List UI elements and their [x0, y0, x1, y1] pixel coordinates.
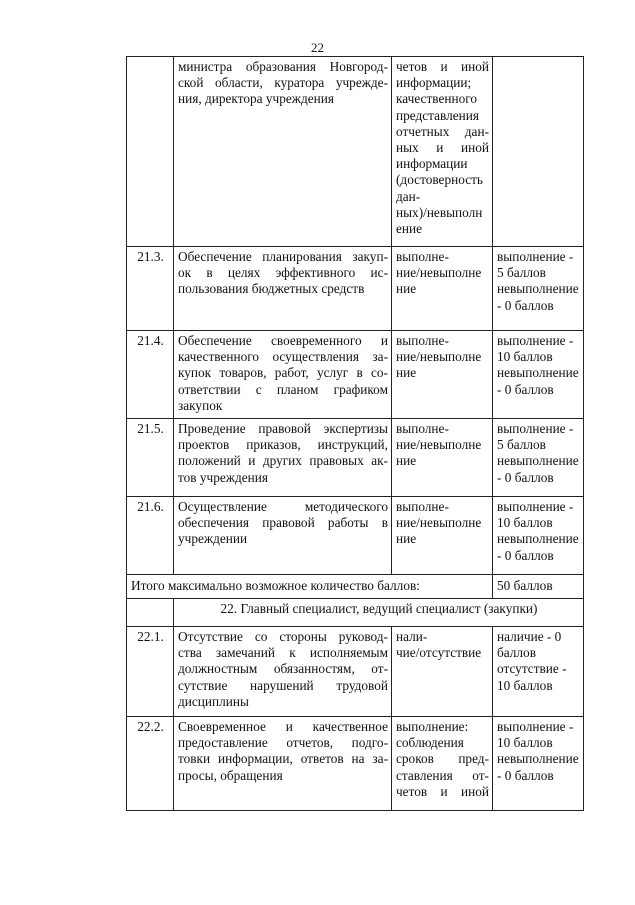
description-line: ответствии с планом графиком — [178, 381, 388, 397]
section-header-row — [127, 599, 584, 627]
points-line: 10 баллов — [497, 677, 553, 693]
points-line: выполнение - — [497, 249, 574, 264]
criterion-line: ных и иной — [396, 140, 489, 156]
row-points-cell — [493, 627, 584, 717]
criterion-line: ние — [396, 365, 417, 381]
criterion-line: четов и иной — [396, 59, 489, 74]
description-line: обеспечения правовой работы в — [178, 515, 388, 531]
description-line: пользования бюджетных средств — [178, 281, 365, 297]
description-line: положений и других правовых ак- — [178, 453, 388, 469]
criterion-line: ние/невыполне — [396, 265, 482, 281]
row-description-cell — [174, 627, 392, 717]
row-number: 21.3. — [127, 247, 174, 331]
row-description-cell — [174, 331, 392, 419]
criterion-line: сроков пред- — [396, 751, 489, 767]
row-criterion-cell — [392, 627, 493, 717]
criterion-line: четов и иной — [396, 783, 489, 799]
criterion-line: информации; — [396, 75, 472, 91]
total-row — [127, 575, 584, 599]
points-line: невыполнение — [497, 751, 579, 767]
description-line: проектов приказов, инструкций, — [178, 437, 388, 453]
criterion-line: выполнение: — [396, 719, 469, 734]
row-points-cell — [493, 57, 584, 247]
row-number: 21.5. — [127, 419, 174, 497]
row-description-cell — [174, 497, 392, 575]
description-line: ской области, куратора учрежде- — [178, 75, 388, 91]
row-criterion-cell — [392, 57, 493, 247]
row-criterion-cell — [392, 247, 493, 331]
table-row — [127, 717, 584, 811]
table-row — [127, 331, 584, 419]
row-points-cell — [493, 247, 584, 331]
criterion-line: ставления от- — [396, 767, 489, 783]
row-points-cell — [493, 419, 584, 497]
description-line: Обеспечение своевременного и — [178, 333, 388, 348]
description-line: качественного осуществления за- — [178, 349, 388, 365]
criterion-line: качественного — [396, 91, 478, 107]
description-line: товки информации, ответов на за- — [178, 751, 388, 767]
points-line: - 0 баллов — [497, 297, 554, 313]
criterion-line: ных)/невыполн — [396, 204, 483, 220]
points-line: отсутствие - — [497, 661, 567, 677]
criterion-line: ение — [396, 221, 423, 237]
description-line: сутствие нарушений трудовой — [178, 677, 388, 693]
criterion-line: информации — [396, 156, 468, 172]
row-points-cell — [493, 331, 584, 419]
row-description-cell — [174, 717, 392, 811]
points-line: - 0 баллов — [497, 381, 554, 397]
criterion-line: чие/отсутствие — [396, 645, 482, 661]
row-number: 22.1. — [127, 627, 174, 717]
table-row — [127, 419, 584, 497]
points-line: - 0 баллов — [497, 547, 554, 563]
points-line: выполнение - — [497, 719, 574, 734]
description-line: дисциплины — [178, 693, 249, 709]
row-criterion-cell — [392, 497, 493, 575]
criterion-line: ние/невыполне — [396, 515, 482, 531]
description-line: Отсутствие со стороны руковод- — [178, 629, 388, 644]
criterion-line: выполне- — [396, 421, 449, 436]
table-row-continued — [127, 57, 584, 247]
description-line: ок в целях эффективного ис- — [178, 265, 388, 281]
description-line: Осуществление методического — [178, 499, 388, 514]
criterion-line: дан- — [396, 188, 421, 204]
row-criterion-cell — [392, 717, 493, 811]
row-criterion-cell — [392, 419, 493, 497]
row-description-cell — [174, 419, 392, 497]
description-line: купок товаров, работ, услуг в со- — [178, 365, 388, 381]
criterion-line: выполне- — [396, 333, 449, 348]
points-line: баллов — [497, 645, 536, 661]
row-number-cell — [127, 57, 174, 247]
criterion-line: ние/невыполне — [396, 349, 482, 365]
description-line: учреждении — [178, 531, 248, 547]
description-line: ства замечаний к исполняемым — [178, 645, 388, 661]
description-line: закупок — [178, 397, 223, 413]
row-description-cell — [174, 57, 392, 247]
criterion-line: ние — [396, 453, 417, 469]
criterion-line: выполне- — [396, 249, 449, 264]
description-line: министра образования Новгород- — [178, 59, 388, 74]
points-line: 10 баллов — [497, 349, 553, 365]
row-number: 21.4. — [127, 331, 174, 419]
points-line: 5 баллов — [497, 265, 546, 281]
row-points-cell — [493, 717, 584, 811]
criterion-line: (достоверность — [396, 172, 483, 188]
criterion-line: отчетных дан- — [396, 123, 489, 139]
description-line: просы, обращения — [178, 767, 283, 783]
section-header-empty-cell — [127, 599, 174, 627]
description-line: Проведение правовой экспертизы — [178, 421, 388, 436]
table-row — [127, 247, 584, 331]
description-line: должностным обязанностям, от- — [178, 661, 388, 677]
table-row — [127, 627, 584, 717]
page-number: 22 — [311, 40, 324, 55]
criterion-line: ние/невыполне — [396, 437, 482, 453]
points-line: наличие - 0 — [497, 629, 562, 644]
points-line: невыполнение — [497, 453, 579, 469]
row-number: 21.6. — [127, 497, 174, 575]
description-line: Своевременное и качественное — [178, 719, 388, 734]
criterion-line: нали- — [396, 629, 428, 644]
table-row — [127, 497, 584, 575]
row-description-cell — [174, 247, 392, 331]
row-criterion-cell — [392, 331, 493, 419]
description-line: ния, директора учреждения — [178, 91, 334, 107]
points-line: - 0 баллов — [497, 767, 554, 783]
points-line: 10 баллов — [497, 735, 553, 751]
criterion-line: соблюдения — [396, 735, 464, 751]
criterion-line: выполне- — [396, 499, 449, 514]
points-line: выполнение - — [497, 333, 574, 348]
criteria-table — [126, 56, 584, 811]
total-value: 50 баллов — [493, 575, 584, 599]
points-line: выполнение - — [497, 499, 574, 514]
description-line: предоставление отчетов, подго- — [178, 735, 388, 751]
criterion-line: ние — [396, 281, 417, 297]
description-line: тов учреждения — [178, 469, 268, 485]
points-line: выполнение - — [497, 421, 574, 436]
section-title: 22. Главный специалист, ведущий специалист (закупки) — [174, 599, 584, 627]
points-line: невыполнение — [497, 281, 579, 297]
points-line: - 0 баллов — [497, 469, 554, 485]
description-line: Обеспечение планирования закуп- — [178, 249, 388, 264]
total-label: Итого максимально возможное количество баллов: — [127, 575, 493, 599]
row-points-cell — [493, 497, 584, 575]
points-line: 5 баллов — [497, 437, 546, 453]
points-line: 10 баллов — [497, 515, 553, 531]
points-line: невыполнение — [497, 531, 579, 547]
row-number: 22.2. — [127, 717, 174, 811]
criterion-line: ние — [396, 531, 417, 547]
criterion-line: представления — [396, 107, 480, 123]
points-line: невыполнение — [497, 365, 579, 381]
